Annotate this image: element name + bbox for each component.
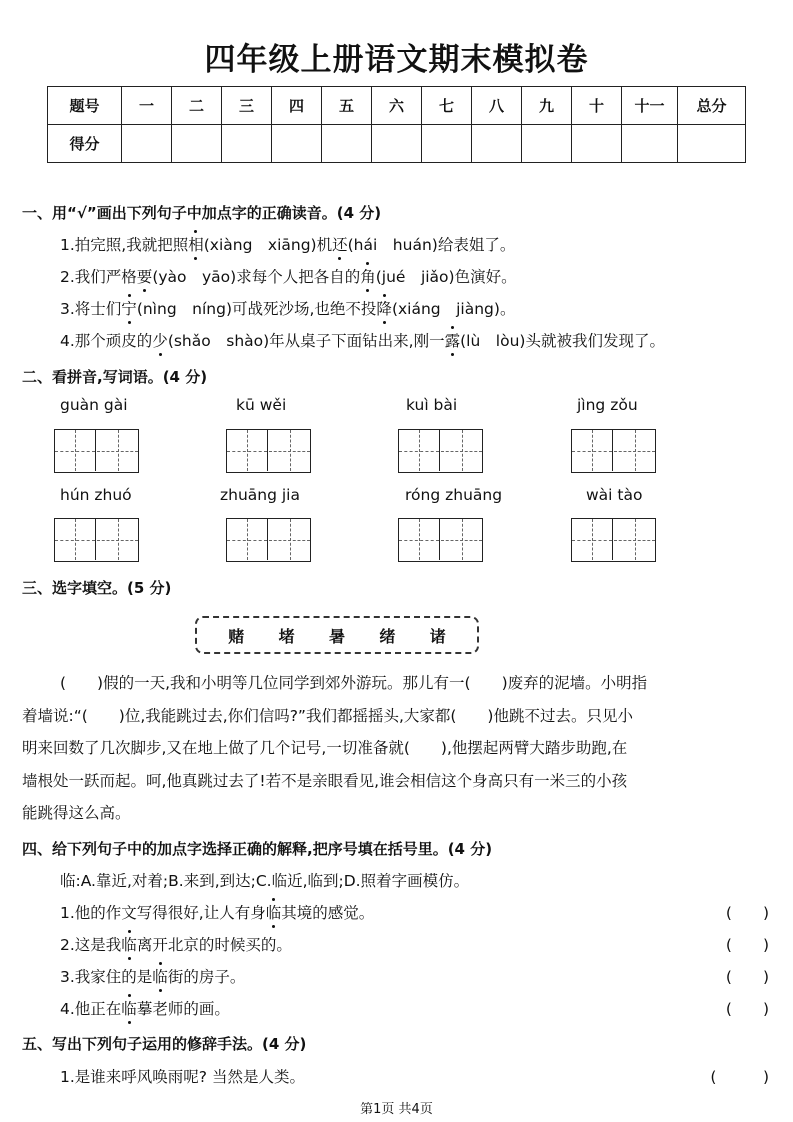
score-input-cell[interactable]	[472, 125, 522, 163]
score-cell: 九	[522, 87, 572, 125]
writing-grid[interactable]	[398, 429, 483, 473]
text-segment: (yào yāo)求每个人把各自的	[152, 268, 361, 286]
score-cell: 十	[572, 87, 622, 125]
pinyin-label: róng zhuāng	[405, 486, 503, 504]
answer-paren[interactable]: ( )	[725, 936, 769, 954]
answer-paren[interactable]: ( )	[725, 904, 769, 922]
text-segment: (jué jiǎo)色演好。	[375, 268, 517, 286]
question-line	[60, 265, 517, 287]
page-title: 四年级上册语文期末模拟卷	[204, 42, 589, 78]
score-table-score-row	[48, 125, 746, 163]
dotted-char: 相	[188, 233, 204, 255]
score-table	[47, 86, 746, 163]
dotted-char: 临	[121, 933, 137, 955]
answer-paren[interactable]: ( )	[710, 1068, 769, 1086]
question-line: 1.是谁来呼风唤雨呢? 当然是人类。	[60, 1068, 305, 1086]
score-cell: 一	[122, 87, 172, 125]
score-cell: 得分	[48, 125, 122, 163]
choice-char: 暑	[328, 626, 345, 646]
score-input-cell[interactable]	[572, 125, 622, 163]
pinyin-label: kuì bài	[406, 396, 458, 414]
section-4-heading: 四、给下列句子中的加点字选择正确的解释,把序号填在括号里。(4 分)	[22, 840, 493, 858]
text-segment: 离开北京的时候买的。	[136, 936, 292, 954]
text-segment: 摹老师的画。	[136, 1000, 230, 1018]
writing-grid[interactable]	[54, 518, 139, 562]
score-input-cell[interactable]	[522, 125, 572, 163]
choice-char: 赌	[228, 626, 245, 646]
question-line	[60, 933, 292, 955]
score-cell: 总分	[678, 87, 746, 125]
question-line	[60, 997, 230, 1019]
text-segment: (xiàng xiāng)机	[203, 236, 333, 254]
question-line	[60, 233, 515, 255]
score-cell: 题号	[48, 87, 122, 125]
text-segment: 4.那个顽皮的	[60, 332, 153, 350]
page-footer: 第1页 共4页	[360, 1102, 433, 1117]
text-segment: (hái huán)给表姐了。	[347, 236, 516, 254]
pinyin-label: jìng zǒu	[577, 396, 638, 414]
dotted-char: 露	[445, 329, 461, 351]
score-cell: 二	[172, 87, 222, 125]
score-cell: 五	[322, 87, 372, 125]
dotted-char: 临	[152, 965, 168, 987]
section-5-heading: 五、写出下列句子运用的修辞手法。(4 分)	[22, 1035, 307, 1053]
text-segment: 2.我们严格	[60, 268, 137, 286]
score-input-cell[interactable]	[272, 125, 322, 163]
passage-line: 明来回数了几次脚步,又在地上做了几个记号,一切准备就( ),他摆起两臂大踏步助跑,在	[22, 739, 628, 757]
text-segment: 4.他正在	[60, 1000, 122, 1018]
dotted-char: 还	[332, 233, 348, 255]
text-segment: (lù lòu)头就被我们发现了。	[460, 332, 665, 350]
score-input-cell[interactable]	[422, 125, 472, 163]
text-segment: (shǎo shào)年从桌子下面钻出来,刚一	[167, 332, 445, 350]
score-cell: 三	[222, 87, 272, 125]
section-3-heading: 三、选字填空。(5 分)	[22, 579, 172, 597]
score-table-header-row	[48, 87, 746, 125]
dotted-char: 角	[360, 265, 376, 287]
writing-grid[interactable]	[571, 518, 656, 562]
writing-grid[interactable]	[398, 518, 483, 562]
dotted-char: 少	[152, 329, 168, 351]
answer-paren[interactable]: ( )	[725, 968, 769, 986]
score-cell: 十一	[622, 87, 678, 125]
dotted-char: 宁	[121, 297, 137, 319]
score-cell: 八	[472, 87, 522, 125]
text-segment: 2.这是我	[60, 936, 122, 954]
char-choice-box	[195, 616, 479, 654]
writing-grid[interactable]	[226, 429, 311, 473]
passage-line: ( )假的一天,我和小明等几位同学到郊外游玩。那儿有一( )废弃的泥墙。小明指	[60, 674, 648, 692]
pinyin-label: hún zhuó	[60, 486, 132, 504]
text-segment: (nìng níng)可战死沙场,也绝不投	[136, 300, 377, 318]
writing-grid[interactable]	[571, 429, 656, 473]
text-segment: 街的房子。	[167, 968, 246, 986]
question-line	[60, 297, 515, 319]
text-segment: 1.他的作文写得很好,让人有身	[60, 904, 266, 922]
pinyin-label: zhuāng jia	[220, 486, 300, 504]
pinyin-label: guàn gài	[60, 396, 128, 414]
choice-char: 诸	[429, 626, 446, 646]
choice-char: 堵	[278, 626, 295, 646]
section-1-heading: 一、用“√”画出下列句子中加点字的正确读音。(4 分)	[22, 204, 382, 222]
options-line: 临:A.靠近,对着;B.来到,到达;C.临近,临到;D.照着字画模仿。	[60, 872, 470, 890]
score-cell: 七	[422, 87, 472, 125]
choice-char: 绪	[379, 626, 396, 646]
writing-grid[interactable]	[226, 518, 311, 562]
score-input-cell[interactable]	[678, 125, 746, 163]
dotted-char: 临	[121, 997, 137, 1019]
score-cell: 六	[372, 87, 422, 125]
score-input-cell[interactable]	[622, 125, 678, 163]
writing-grid[interactable]	[54, 429, 139, 473]
text-segment: 3.我家住的是	[60, 968, 153, 986]
text-segment: (xiáng jiàng)。	[391, 300, 516, 318]
dotted-char: 临	[266, 901, 282, 923]
question-line	[60, 965, 245, 987]
fill-in-passage	[22, 667, 772, 830]
question-line	[60, 901, 374, 923]
pinyin-label: kū wěi	[236, 396, 287, 414]
pinyin-label: wài tào	[586, 486, 643, 504]
passage-line: 着墙说:“( )位,我能跳过去,你们信吗?”我们都摇摇头,大家都( )他跳不过去。只见小	[22, 706, 633, 725]
score-input-cell[interactable]	[372, 125, 422, 163]
text-segment: 1.拍完照,我就把照	[60, 236, 189, 254]
text-segment: 3.将士们	[60, 300, 122, 318]
dotted-char: 要	[137, 265, 153, 287]
text-segment: 其境的感觉。	[281, 904, 375, 922]
score-input-cell[interactable]	[222, 125, 272, 163]
score-input-cell[interactable]	[322, 125, 372, 163]
section-2-heading: 二、看拼音,写词语。(4 分)	[22, 368, 208, 386]
answer-paren[interactable]: ( )	[725, 1000, 769, 1018]
score-cell: 四	[272, 87, 322, 125]
score-input-cell[interactable]	[122, 125, 172, 163]
passage-line: 能跳得这么高。	[22, 804, 131, 822]
question-line	[60, 329, 665, 351]
passage-line: 墙根处一跃而起。呵,他真跳过去了!若不是亲眼看见,谁会相信这个身高只有一米三的小孩	[22, 771, 628, 790]
score-input-cell[interactable]	[172, 125, 222, 163]
dotted-char: 降	[376, 297, 392, 319]
